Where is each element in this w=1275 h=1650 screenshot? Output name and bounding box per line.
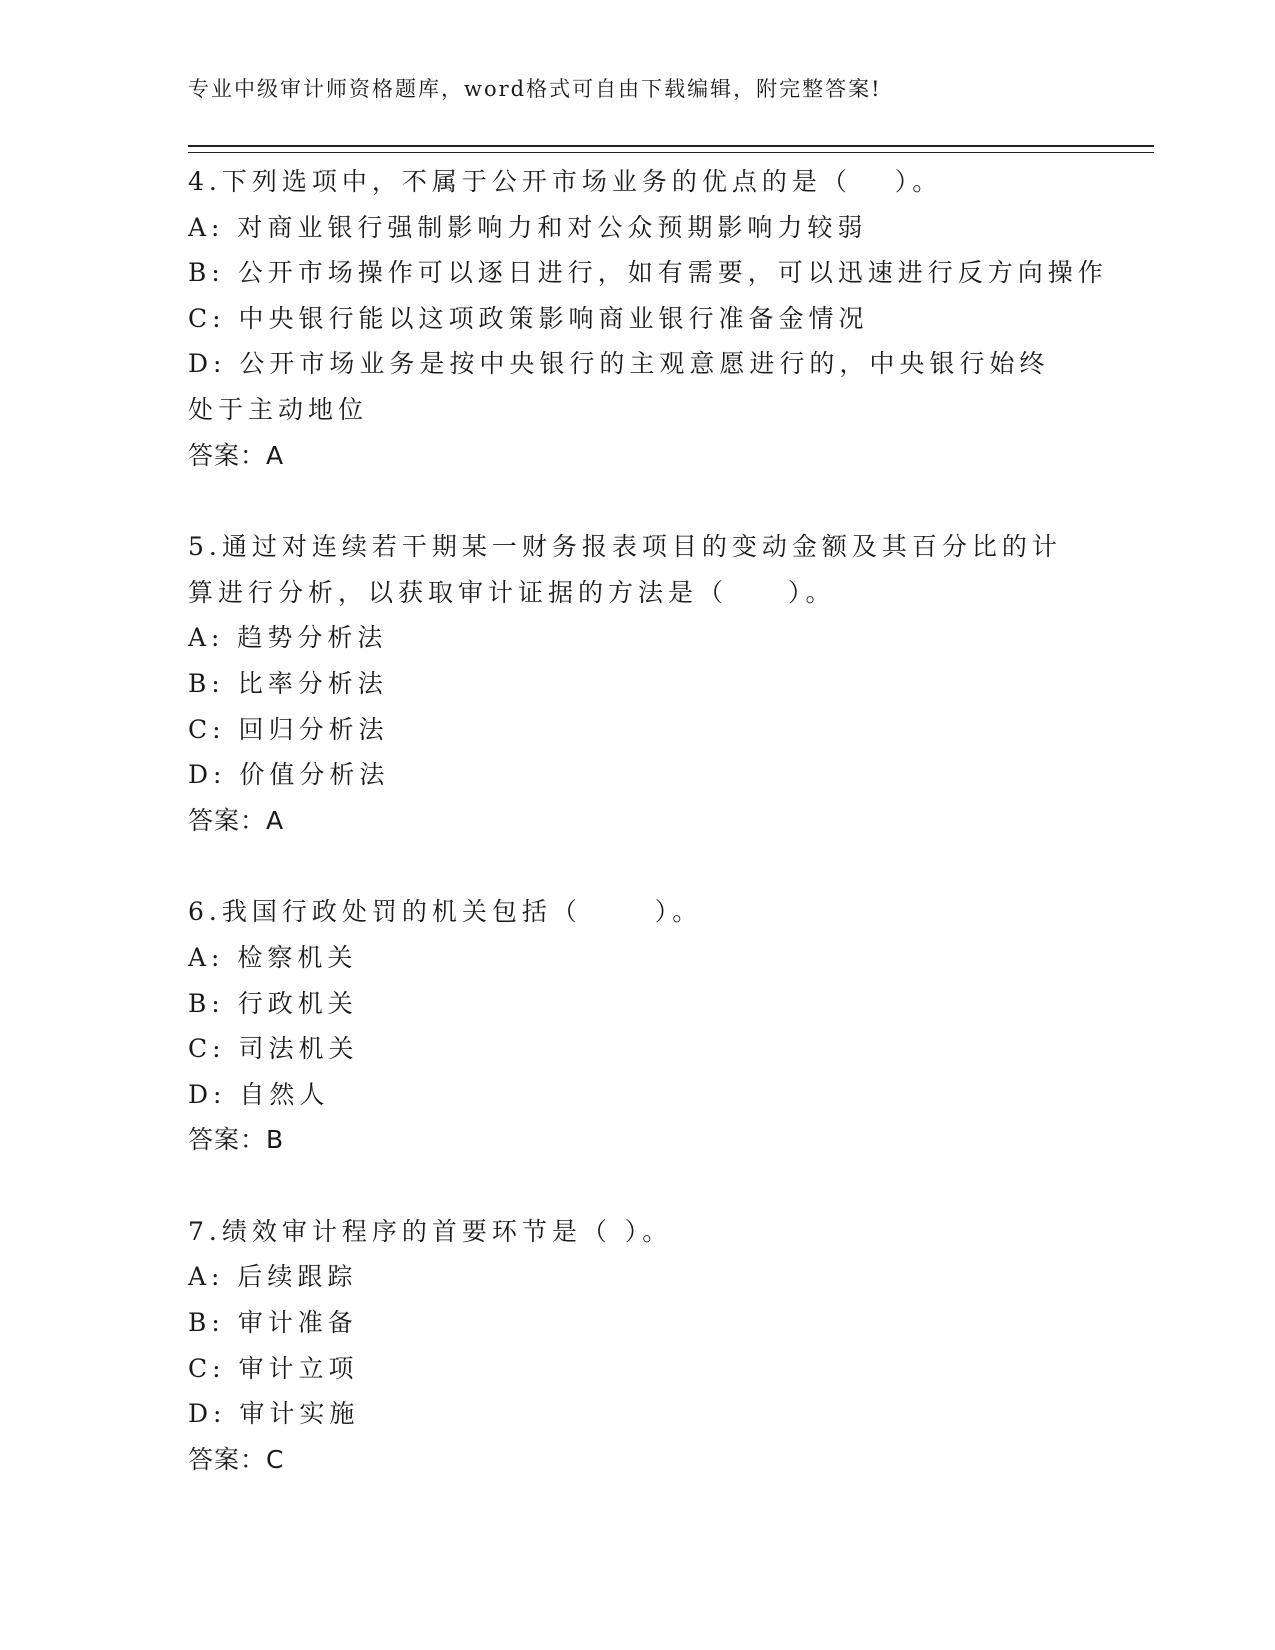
question-option: C: 审计立项 — [188, 1353, 359, 1383]
question-option: B: 比率分析法 — [188, 668, 388, 698]
question-option: C: 司法机关 — [188, 1034, 359, 1064]
question-option: D: 价值分析法 — [188, 760, 390, 790]
question-4 — [188, 159, 1108, 478]
question-5 — [188, 524, 1088, 843]
question-list — [188, 159, 1108, 1528]
question-option: C: 中央银行能以这项政策影响商业银行准备金情况 — [188, 303, 869, 333]
question-answer: 答案：A — [188, 805, 285, 835]
page-header: 专业中级审计师资格题库，word格式可自由下载编辑，附完整答案! — [188, 77, 882, 101]
question-option: C: 回归分析法 — [188, 714, 389, 744]
question-option: A: 检察机关 — [188, 942, 358, 972]
question-stem: 7.绩效审计程序的首要环节是（ ）。 — [188, 1216, 673, 1246]
header-divider — [188, 145, 1154, 153]
question-7 — [188, 1209, 1088, 1483]
question-6 — [188, 889, 1088, 1163]
question-answer: 答案：B — [188, 1125, 285, 1155]
question-option: D: 公开市场业务是按中央银行的主观意愿进行的，中央银行始终处于主动地位 — [188, 349, 1050, 424]
question-answer: 答案：A — [188, 440, 285, 470]
question-option: A: 对商业银行强制影响力和对公众预期影响力较弱 — [188, 212, 868, 242]
question-option: A: 后续跟踪 — [188, 1262, 358, 1292]
question-option: A: 趋势分析法 — [188, 623, 388, 653]
question-option: B: 审计准备 — [188, 1308, 358, 1338]
question-option: B: 行政机关 — [188, 988, 358, 1018]
question-option: B: 公开市场操作可以逐日进行，如有需要，可以迅速进行反方向操作 — [188, 258, 1108, 288]
question-stem: 6.我国行政处罚的机关包括（ ）。 — [188, 897, 703, 927]
question-stem: 5.通过对连续若干期某一财务报表项目的变动金额及其百分比的计算进行分析，以获取审计证据的方法是（ ）。 — [188, 532, 1062, 607]
question-option: D: 自然人 — [188, 1079, 330, 1109]
question-stem: 4.下列选项中，不属于公开市场业务的优点的是（ ）。 — [188, 167, 943, 196]
question-answer: 答案：C — [188, 1444, 285, 1474]
question-option: D: 审计实施 — [188, 1399, 360, 1429]
